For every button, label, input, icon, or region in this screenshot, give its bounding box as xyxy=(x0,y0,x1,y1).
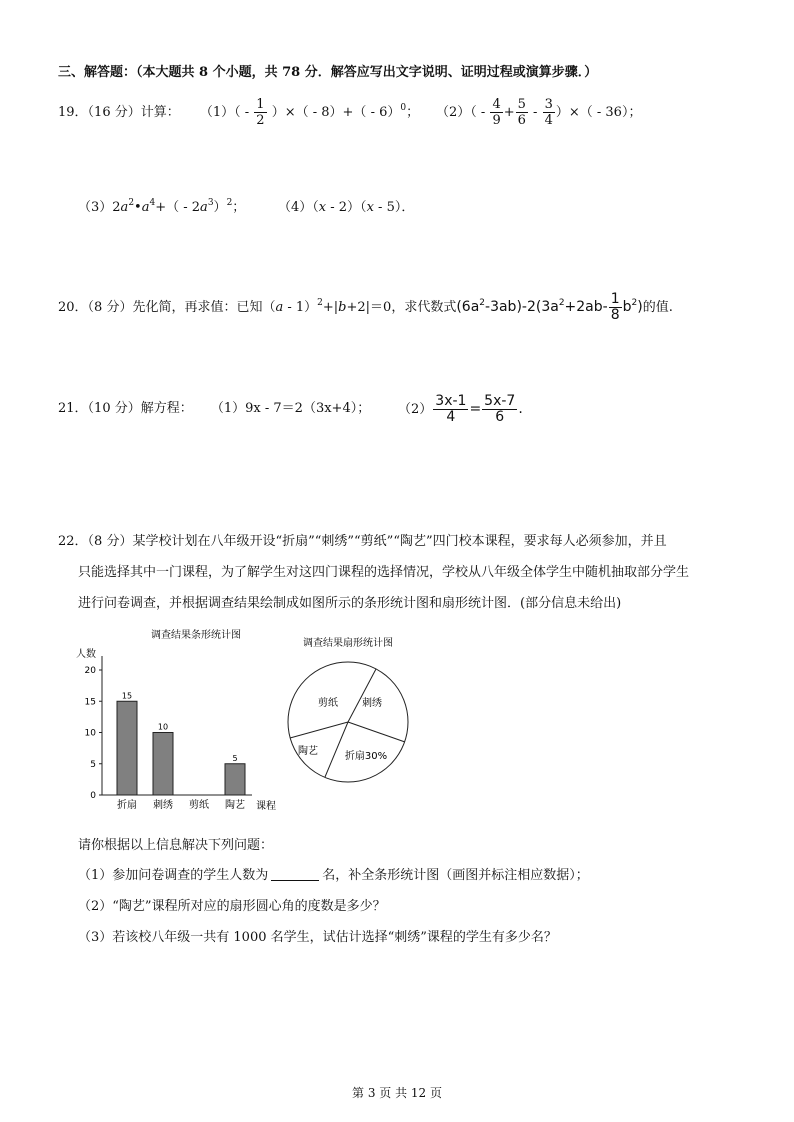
y-tick-label: 15 xyxy=(84,697,96,708)
bar-data-label: 5 xyxy=(232,753,238,763)
y-tick-label: 10 xyxy=(84,728,96,739)
q19-head: 19．（16 分）计算： xyxy=(58,105,180,120)
q19-part3: $(3)2a^2•a^4+( - 2a^3)^2$； xyxy=(78,198,246,215)
y-tick-label: 5 xyxy=(90,759,96,770)
q19-p1-label: （1）（ - xyxy=(199,105,250,120)
bar-data-label: 15 xyxy=(121,691,133,701)
bar-chart-title: 调查结果条形统计图 xyxy=(151,630,241,641)
q19-part4: （4）（x - 2）（x - 5）． xyxy=(278,200,415,215)
bar-chart-xlabel: 课程 xyxy=(256,801,276,812)
x-tick-label: 陶艺 xyxy=(225,800,245,811)
q22-sub1: （1）参加问卷调查的学生人数为 名，补全条形统计图（画图并标注相应数据）； xyxy=(78,868,589,883)
bar xyxy=(225,764,245,795)
q19-line1 xyxy=(58,96,419,130)
q22-line3: 进行问卷调查，并根据调查结果绘制成如图所示的条形统计图和扇形统计图．(部分信息未给出) xyxy=(78,596,622,611)
bar-chart xyxy=(68,628,288,818)
bar xyxy=(153,733,173,796)
pie-label-jianzhi: 剪纸 xyxy=(318,698,338,709)
q22-intro: 请你根据以上信息解决下列问题： xyxy=(78,838,274,853)
q19-p2-fraction-3: $\frac{3}{4}$ xyxy=(544,97,553,128)
bar-data-label: 10 xyxy=(157,722,169,732)
q19-p1-rest: ）×（ - 8）+（ - 6） xyxy=(271,105,401,120)
answer-blank[interactable] xyxy=(271,866,319,881)
q20-fraction: $\frac{1}{8}$ xyxy=(610,290,620,323)
q19-p2-fraction-1: $\frac{4}{9}$ xyxy=(492,97,501,128)
q19-p2-minus: - xyxy=(528,105,542,120)
bar-chart-marks xyxy=(85,656,252,811)
q21-p1-equation: 9x - 7＝2（3x+4）； xyxy=(245,401,371,416)
x-tick-label: 剪纸 xyxy=(189,800,209,811)
q21-line: 21．（10 分）解方程： （1）9x - 7＝2（3x+4）； xyxy=(58,401,371,416)
pie-chart xyxy=(280,634,420,804)
section-header: 三、解答题：（本大题共 8 个小题，共 78 分．解答应写出文字说明、证明过程或演算步骤．） xyxy=(58,65,598,80)
y-tick-label: 20 xyxy=(84,666,96,676)
q21-part2: （2） $\frac{3x-1}{4}$ = $\frac{5x-7}{6}$ . xyxy=(398,392,523,425)
q22-sub2: （2）“陶艺”课程所对应的扇形圆心角的度数是多少？ xyxy=(78,899,386,914)
q19-p2-rest: ）×（ - 36）； xyxy=(555,105,642,120)
q22-line1: 22．（8 分）某学校计划在八年级开设“折扇”“刺绣”“剪纸”“陶艺”四门校本课程，要求每人必须参加，并且 xyxy=(58,534,667,549)
q19-p1-fraction: $\frac{1}{2}$ xyxy=(256,97,265,128)
x-tick-label: 刺绣 xyxy=(153,800,173,811)
page-footer: 第 3 页 共 12 页 xyxy=(352,1086,442,1100)
q19-p1-exponent: 0 xyxy=(400,103,407,113)
x-tick-label: 折扇 xyxy=(117,800,137,811)
q20-expression: $(6a^2-3ab)-2(3a^2+2ab-$ $\frac{1}{8}$ $b^2$) xyxy=(456,290,643,323)
q22-line2: 只能选择其中一门课程，为了解学生对这四门课程的选择情况，学校从八年级全体学生中随机抽取部分学生 xyxy=(78,565,690,580)
bar-chart-ylabel: 人数 xyxy=(76,649,96,660)
q21-fraction-1: $\frac{3x-1}{4}$ xyxy=(435,392,467,425)
q19-p2-label: （2）（ - xyxy=(436,105,486,120)
y-tick-label: 0 xyxy=(90,791,96,801)
q19-part2 xyxy=(436,96,641,130)
pie-label-taoyi: 陶艺 xyxy=(298,746,318,757)
bar xyxy=(117,701,137,795)
q19-p1-end: ； xyxy=(406,105,420,120)
pie-label-zheshan: 折扇30% xyxy=(344,751,388,762)
q22-sub3: （3）若该校八年级一共有 1000 名学生，试估计选择“刺绣”课程的学生有多少名？ xyxy=(78,930,557,945)
q19-p2-plus: + xyxy=(503,105,515,120)
q21-fraction-2: $\frac{5x-7}{6}$ xyxy=(484,392,516,425)
pie-chart-title: 调查结果扇形统计图 xyxy=(303,638,393,649)
pie-label-cixiu: 刺绣 xyxy=(362,698,382,709)
q20-line: 20．（8 分）先化简，再求值：已知（a - 1）$^2$+|b+2|＝0，求代数式$(6a^2-3ab)-2(3a^2+2ab-$ $\frac{1}{8}$ $b^2$)的值. xyxy=(58,290,673,323)
q19-p2-fraction-2: $\frac{5}{6}$ xyxy=(517,97,526,128)
